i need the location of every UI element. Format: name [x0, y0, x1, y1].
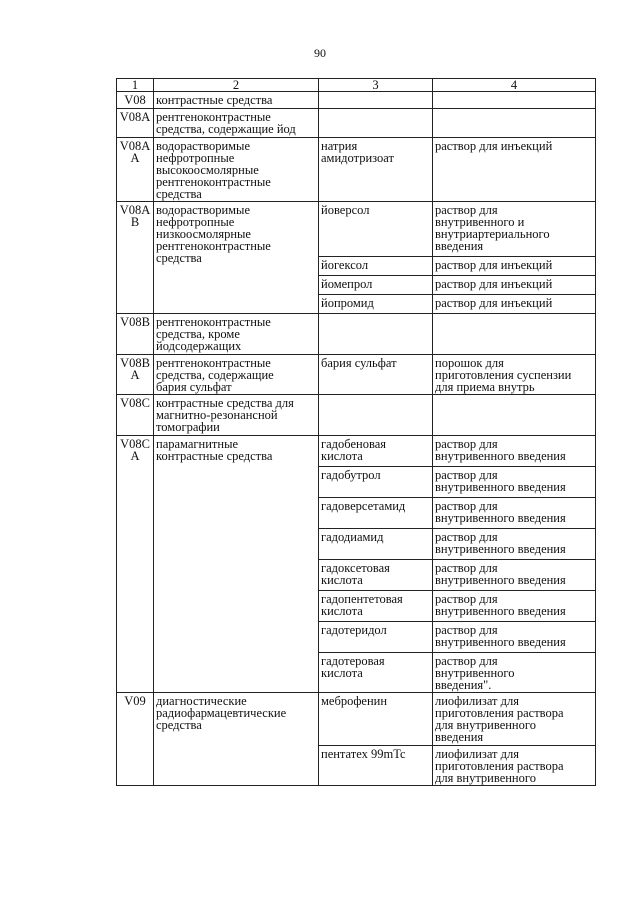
group-name-cell-text: водорастворимые нефротропные низкоосмолярные рентгеноконтрастные средства	[156, 203, 271, 265]
group-name-cell	[154, 202, 319, 314]
drug-name-cell	[319, 276, 433, 295]
dosage-form-cell	[433, 622, 596, 653]
drug-classification-table	[116, 78, 596, 786]
drug-name-cell-text: йоверсол	[321, 203, 370, 217]
drug-name-cell-text: гадодиамид	[321, 530, 384, 544]
group-name-cell-text: водорастворимые нефротропные высокоосмолярные рентгеноконтрастные средства	[156, 139, 271, 201]
atc-code-cell-text: V08C	[120, 396, 150, 410]
drug-name-cell	[319, 622, 433, 653]
group-name-cell	[154, 109, 319, 138]
dosage-form-cell	[433, 295, 596, 314]
dosage-form-cell-text: раствор для инъекций	[435, 139, 553, 153]
table-row	[117, 355, 596, 395]
dosage-form-cell	[433, 560, 596, 591]
dosage-form-cell	[433, 109, 596, 138]
table-row	[117, 138, 596, 202]
drug-name-cell-text: натрия амидотризоат	[321, 139, 394, 165]
atc-code-cell-text: V08	[124, 93, 146, 107]
dosage-form-cell	[433, 276, 596, 295]
drug-name-cell	[319, 202, 433, 257]
atc-code-cell	[117, 92, 154, 109]
drug-name-cell-text: гадобеновая кислота	[321, 437, 387, 463]
drug-name-cell	[319, 138, 433, 202]
drug-name-cell	[319, 693, 433, 746]
table-row	[117, 693, 596, 746]
dosage-form-cell-text: раствор для инъекций	[435, 277, 553, 291]
drug-name-cell	[319, 529, 433, 560]
table-row	[117, 109, 596, 138]
atc-code-cell-text: V08A B	[119, 203, 151, 229]
dosage-form-cell	[433, 467, 596, 498]
dosage-form-cell	[433, 257, 596, 276]
atc-code-cell	[117, 138, 154, 202]
atc-code-cell	[117, 314, 154, 355]
dosage-form-cell-text: раствор для внутривенного введения	[435, 623, 566, 649]
drug-name-cell	[319, 560, 433, 591]
dosage-form-cell-text: раствор для внутривенного введения	[435, 561, 566, 587]
table-row	[117, 92, 596, 109]
table-row	[117, 314, 596, 355]
group-name-cell	[154, 436, 319, 693]
dosage-form-cell	[433, 746, 596, 786]
dosage-form-cell-text: раствор для внутривенного и внутриартериального введения	[435, 203, 550, 253]
atc-code-cell	[117, 109, 154, 138]
group-name-cell-text: контрастные средства для магнитно-резонансной томографии	[156, 396, 294, 434]
group-name-cell-text: рентгеноконтрастные средства, содержащие бария сульфат	[156, 356, 274, 394]
group-name-cell-text: диагностические радиофармацевтические средства	[156, 694, 287, 732]
atc-code-cell-text: V08A	[119, 110, 151, 124]
drug-name-cell	[319, 355, 433, 395]
dosage-form-cell	[433, 693, 596, 746]
group-name-cell	[154, 355, 319, 395]
drug-name-cell	[319, 498, 433, 529]
atc-code-cell-text: V08B A	[120, 356, 150, 382]
dosage-form-cell	[433, 395, 596, 436]
drug-name-cell	[319, 436, 433, 467]
drug-name-cell-text: йомепрол	[321, 277, 373, 291]
drug-name-cell	[319, 746, 433, 786]
dosage-form-cell	[433, 498, 596, 529]
drug-name-cell-text: бария сульфат	[321, 356, 397, 370]
group-name-cell-text: рентгеноконтрастные средства, кроме йодсодержащих	[156, 315, 271, 353]
atc-code-cell-text: V08B	[120, 315, 150, 329]
atc-code-cell	[117, 202, 154, 314]
group-name-cell	[154, 138, 319, 202]
page-number: 90	[314, 46, 326, 60]
dosage-form-cell-text: лиофилизат для приготовления раствора для внутривенного	[435, 747, 564, 785]
dosage-form-cell-text: раствор для внутривенного введения	[435, 530, 566, 556]
table-row	[117, 202, 596, 257]
dosage-form-cell	[433, 529, 596, 560]
drug-name-cell-text: меброфенин	[321, 694, 388, 708]
drug-name-cell	[319, 591, 433, 622]
header-cell-3: 3	[319, 79, 433, 92]
dosage-form-cell-text: раствор для внутривенного введения	[435, 499, 566, 525]
dosage-form-cell-text: раствор для внутривенного введения	[435, 437, 566, 463]
group-name-cell-text: рентгеноконтрастные средства, содержащие йод	[156, 110, 296, 136]
dosage-form-cell	[433, 653, 596, 693]
dosage-form-cell	[433, 436, 596, 467]
drug-name-cell-text: гадотеридол	[321, 623, 387, 637]
table-header-row	[117, 79, 596, 92]
atc-code-cell-text: V08C A	[120, 437, 150, 463]
table-row	[117, 395, 596, 436]
drug-name-cell-text: гадоверсетамид	[321, 499, 406, 513]
dosage-form-cell-text: раствор для инъекций	[435, 296, 553, 310]
atc-code-cell	[117, 355, 154, 395]
atc-code-cell	[117, 395, 154, 436]
drug-name-cell	[319, 653, 433, 693]
dosage-form-cell-text: раствор для инъекций	[435, 258, 553, 272]
drug-name-cell	[319, 295, 433, 314]
header-cell-4: 4	[433, 79, 596, 92]
drug-name-cell	[319, 314, 433, 355]
group-name-cell-text: парамагнитные контрастные средства	[156, 437, 273, 463]
header-cell-2: 2	[154, 79, 319, 92]
drug-name-cell	[319, 257, 433, 276]
drug-name-cell	[319, 467, 433, 498]
dosage-form-cell-text: порошок для приготовления суспензии для приема внутрь	[435, 356, 572, 394]
group-name-cell	[154, 395, 319, 436]
dosage-form-cell-text: раствор для внутривенного введения".	[435, 654, 515, 692]
atc-code-cell	[117, 436, 154, 693]
dosage-form-cell	[433, 92, 596, 109]
dosage-form-cell-text: лиофилизат для приготовления раствора для внутривенного введения	[435, 694, 564, 744]
header-cell-1: 1	[117, 79, 154, 92]
atc-code-cell-text: V08A A	[119, 139, 151, 165]
atc-code-cell	[117, 693, 154, 786]
dosage-form-cell	[433, 202, 596, 257]
drug-name-cell-text: пентатех 99mTc	[321, 747, 406, 761]
drug-name-cell-text: йогексол	[321, 258, 369, 272]
drug-name-cell	[319, 109, 433, 138]
dosage-form-cell-text: раствор для внутривенного введения	[435, 468, 566, 494]
dosage-form-cell	[433, 355, 596, 395]
dosage-form-cell	[433, 314, 596, 355]
drug-name-cell-text: йопромид	[321, 296, 374, 310]
drug-name-cell-text: гадоксетовая кислота	[321, 561, 390, 587]
group-name-cell	[154, 314, 319, 355]
table-row	[117, 436, 596, 467]
group-name-cell-text: контрастные средства	[156, 93, 273, 107]
group-name-cell	[154, 92, 319, 109]
dosage-form-cell	[433, 138, 596, 202]
group-name-cell	[154, 693, 319, 786]
drug-name-cell	[319, 395, 433, 436]
drug-name-cell-text: гадотеровая кислота	[321, 654, 385, 680]
dosage-form-cell	[433, 591, 596, 622]
drug-name-cell-text: гадопентетовая кислота	[321, 592, 403, 618]
dosage-form-cell-text: раствор для внутривенного введения	[435, 592, 566, 618]
drug-name-cell-text: гадобутрол	[321, 468, 381, 482]
atc-code-cell-text: V09	[124, 694, 146, 708]
drug-name-cell	[319, 92, 433, 109]
